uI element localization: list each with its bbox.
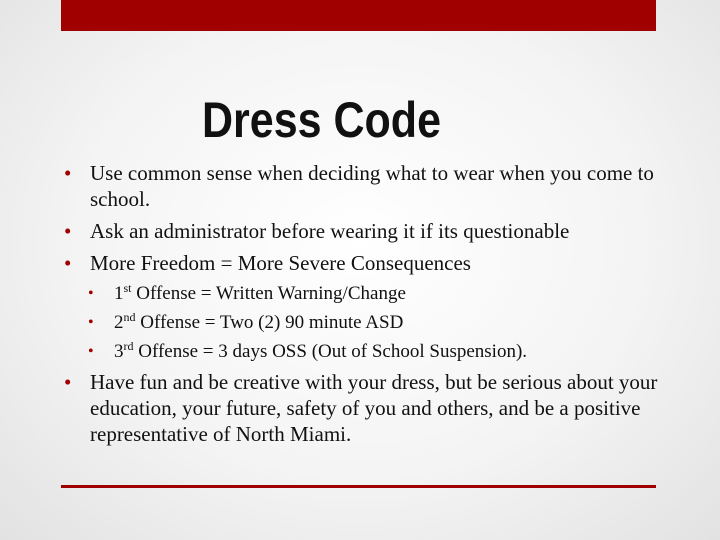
sub-bullet-text: Offense = 3 days OSS (Out of School Suspension). — [133, 341, 528, 362]
bullet-icon: • — [64, 219, 72, 243]
bullet-item — [64, 160, 664, 212]
bullet-text: More Freedom = More Severe Consequences — [90, 251, 471, 275]
ordinal-suffix: nd — [123, 310, 136, 324]
ordinal-suffix: st — [123, 281, 132, 295]
ordinal-number: 1 — [114, 283, 124, 304]
sub-bullet-text: Offense = Written Warning/Change — [131, 283, 406, 304]
bullet-icon: • — [64, 161, 72, 185]
ordinal-number: 3 — [114, 341, 124, 362]
sub-bullet-text: Offense = Two (2) 90 minute ASD — [135, 312, 404, 333]
slide-content — [64, 160, 664, 453]
bullet-text: Ask an administrator before wearing it if its questionable — [90, 219, 570, 243]
sub-bullet-icon: • — [88, 314, 94, 331]
sub-bullet-item — [88, 340, 664, 363]
bullet-icon: • — [64, 370, 72, 394]
sub-bullet-item — [88, 282, 664, 305]
bullet-item — [64, 250, 664, 276]
bullet-item — [64, 218, 664, 244]
bullet-text: Have fun and be creative with your dress, but be serious about your education, your future, safety of you and others, and be a positive representative of North Miami. — [90, 370, 658, 446]
bullet-icon: • — [64, 251, 72, 275]
sub-bullet-icon: • — [88, 285, 94, 302]
bullet-text: Use common sense when deciding what to wear when you come to school. — [90, 161, 654, 211]
sub-bullet-list — [88, 282, 664, 363]
ordinal-suffix: rd — [123, 339, 134, 353]
sub-bullet-item — [88, 311, 664, 334]
sub-bullet-icon: • — [88, 343, 94, 360]
slide-title: Dress Code — [202, 92, 441, 148]
bullet-item — [64, 369, 664, 447]
ordinal-number: 2 — [114, 312, 124, 333]
bottom-accent-rule — [61, 485, 656, 488]
top-accent-bar — [61, 0, 656, 31]
